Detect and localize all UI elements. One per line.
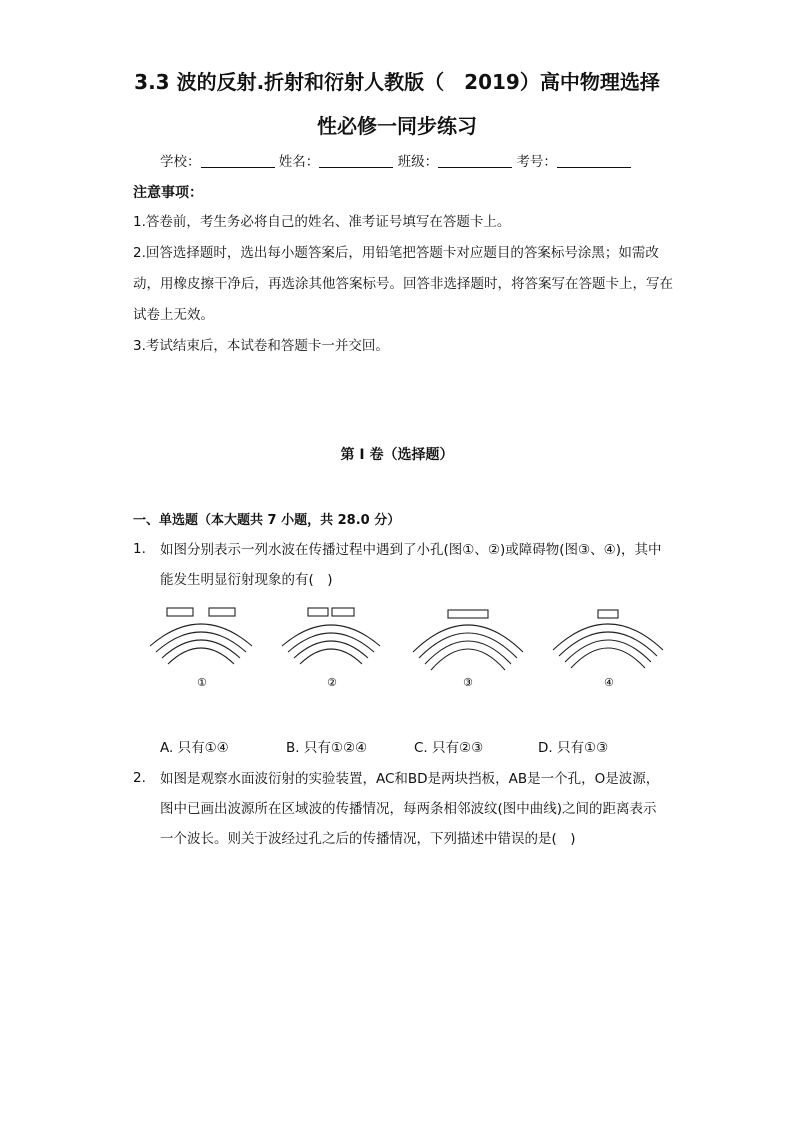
- question-group-heading: 一、单选题（本大题共 7 小题，共 28.0 分）: [133, 513, 401, 528]
- number-blank[interactable]: [557, 154, 631, 168]
- class-blank[interactable]: [438, 154, 512, 168]
- figure-2-label: ②: [327, 676, 337, 689]
- name-label: 姓名：: [278, 154, 320, 170]
- number-label: 考号：: [516, 154, 557, 170]
- question-2-number: 2.: [133, 770, 146, 786]
- notice-item-2: 2.回答选择题时，选出每小题答案后，用铅笔把答题卡对应题目的答案标号涂黑；如需改动，用橡皮擦干净后，再选涂其他答案标号。回答非选择题时，将答案写在答题卡上，写在试卷上无效。: [133, 245, 673, 323]
- notice-item-3: 3.考试结束后，本试卷和答题卡一并交回。: [133, 338, 389, 354]
- class-label: 班级：: [397, 154, 439, 170]
- option-d[interactable]: D. 只有①③: [538, 740, 609, 756]
- question-1-number: 1.: [133, 541, 146, 557]
- figure-2-diagram: [282, 608, 380, 664]
- school-label: 学校：: [160, 154, 201, 170]
- option-a[interactable]: A. 只有①④: [160, 740, 229, 756]
- option-c[interactable]: C. 只有②③: [414, 740, 484, 756]
- question-2-text: 如图是观察水面波衍射的实验装置，AC和BD是两块挡板，AB是一个孔，O是波源，图中已画出波源所在区域波的传播情况，每两条相邻波纹(图中曲线)之间的距离表示一个波长。则关于波经过孔之后的传播情况，下列描述中错误的是( ): [160, 771, 660, 847]
- section-title: 第 I 卷（选择题）: [340, 447, 454, 463]
- figure-1-label: ①: [197, 676, 207, 689]
- school-blank[interactable]: [201, 154, 275, 168]
- option-b[interactable]: B. 只有①②④: [286, 740, 368, 756]
- document-title-line-1: 3.3 波的反射.折射和衍射人教版（ 2019）高中物理选择: [134, 70, 660, 94]
- name-blank[interactable]: [319, 154, 393, 168]
- figure-4-diagram: [553, 610, 663, 668]
- document-title-line-2: 性必修一同步练习: [317, 114, 477, 138]
- notice-heading: 注意事项：: [133, 185, 203, 201]
- figure-3-label: ③: [463, 676, 473, 689]
- figure-1-diagram: [150, 608, 252, 664]
- student-info-row: [160, 150, 631, 170]
- question-1-figures: [145, 604, 665, 694]
- figure-4-label: ④: [604, 676, 614, 689]
- figure-3-diagram: [413, 610, 523, 670]
- notice-item-1: 1.答卷前，考生务必将自己的姓名、准考证号填写在答题卡上。: [133, 214, 511, 230]
- question-1-text: 如图分别表示一列水波在传播过程中遇到了小孔(图①、②)或障碍物(图③、④)，其中能发生明显衍射现象的有( ): [160, 542, 662, 588]
